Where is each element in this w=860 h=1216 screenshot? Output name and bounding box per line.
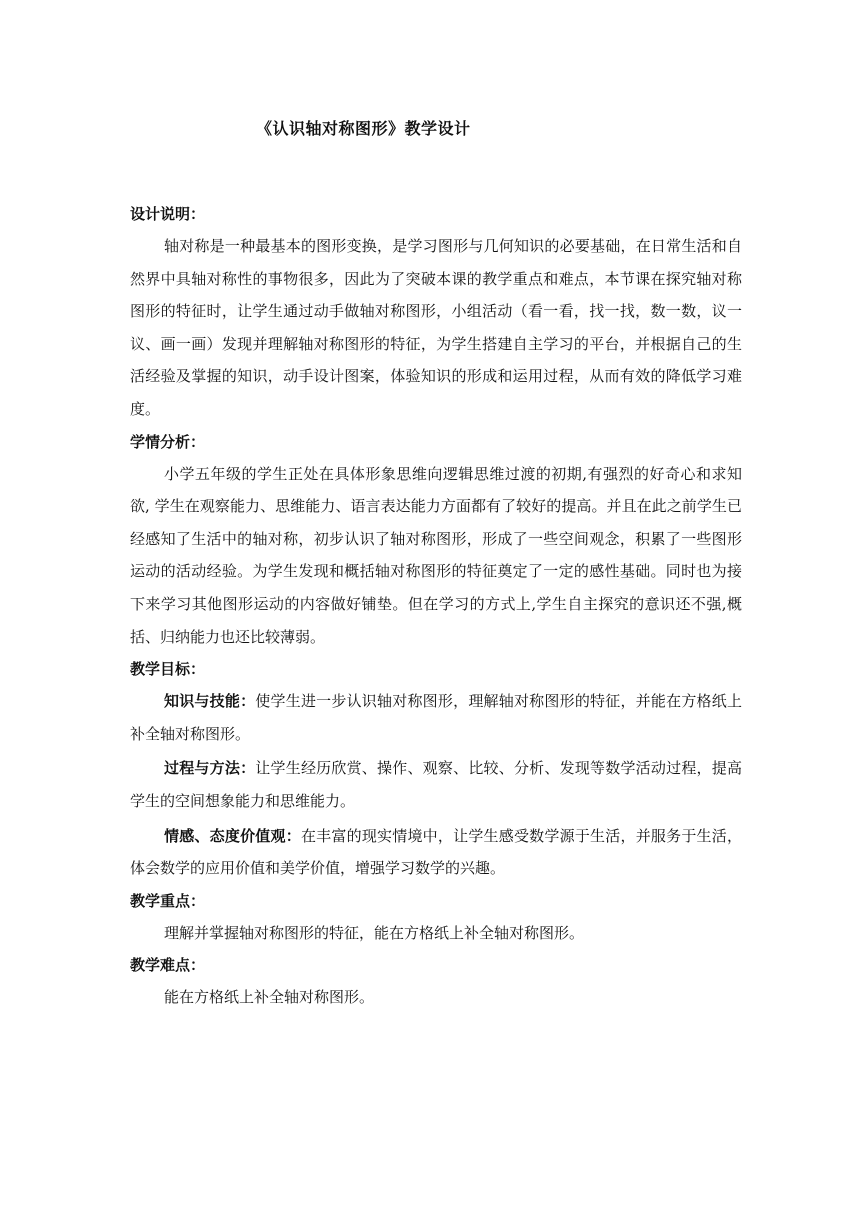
goal-knowledge-text: 使学生进一步认识轴对称图形，理解轴对称图形的特征，并能在方格纸上补全轴对称图形。	[130, 692, 742, 743]
section-design	[130, 198, 742, 426]
section-difficulties	[130, 949, 742, 1014]
goal-knowledge	[130, 685, 742, 750]
goal-emotion-text: 在丰富的现实情境中，让学生感受数学源于生活，并服务于生活，体会数学的应用价值和美学价值，增强学习数学的兴趣。	[130, 826, 742, 878]
design-paragraph: 轴对称是一种最基本的图形变换，是学习图形与几何知识的必要基础，在日常生活和自然界中具轴对称性的事物很多，因此为了突破本课的教学重点和难点，本节课在探究轴对称图形的特征时，让学生通过动手做轴对称图形，小组活动（看一看，找一找，数一数，议一议、画一画）发现并理解轴对称图形的特征，为学生搭建自主学习的平台，并根据自己的生活经验及掌握的知识，动手设计图案，体验知识的形成和运用过程，从而有效的降低学习难度。	[130, 237, 742, 418]
section-heading-goals: 教学目标：	[130, 660, 206, 679]
difficulties-paragraph: 能在方格纸上补全轴对称图形。	[164, 988, 375, 1007]
section-heading-difficulties: 教学难点：	[130, 956, 206, 975]
section-heading-key-points: 教学重点：	[130, 891, 206, 910]
key-points-paragraph: 理解并掌握轴对称图形的特征，能在方格纸上补全轴对称图形。	[164, 923, 585, 942]
goal-process-label: 过程与方法：	[164, 759, 256, 778]
goal-emotion-label: 情感、态度价值观：	[164, 826, 301, 845]
section-key-points	[130, 885, 742, 950]
section-heading-design: 设计说明：	[130, 205, 206, 223]
section-analysis	[130, 426, 742, 654]
goal-process-text: 让学生经历欣赏、操作、观察、比较、分析、发现等数学活动过程，提高学生的空间想象能力和思维能力。	[130, 759, 742, 810]
goal-emotion	[130, 820, 742, 885]
analysis-paragraph: 小学五年级的学生正处在具体形象思维向逻辑思维过渡的初期,有强烈的好奇心和求知欲, 学生在观察能力、思维能力、语言表达能力方面都有了较好的提高。并且在此之前学生已经感知了生活中的轴对称，初步认识了轴对称图形，形成了一些空间观念，积累了一些图形运动的活动经验。为学生发现和概括轴对称图形的特征奠定了一定的感性基础。同时也为接下来学习其他图形运动的内容做好铺垫。但在学习的方式上,学生自主探究的意识还不强,概括、归纳能力也还比较薄弱。	[130, 464, 742, 646]
document-title: 《认识轴对称图形》教学设计	[256, 119, 471, 138]
section-heading-analysis: 学情分析：	[130, 432, 206, 451]
goal-knowledge-label: 知识与技能：	[164, 692, 256, 711]
goal-process	[130, 752, 742, 817]
document-body	[130, 198, 742, 1014]
section-goals	[130, 653, 742, 885]
